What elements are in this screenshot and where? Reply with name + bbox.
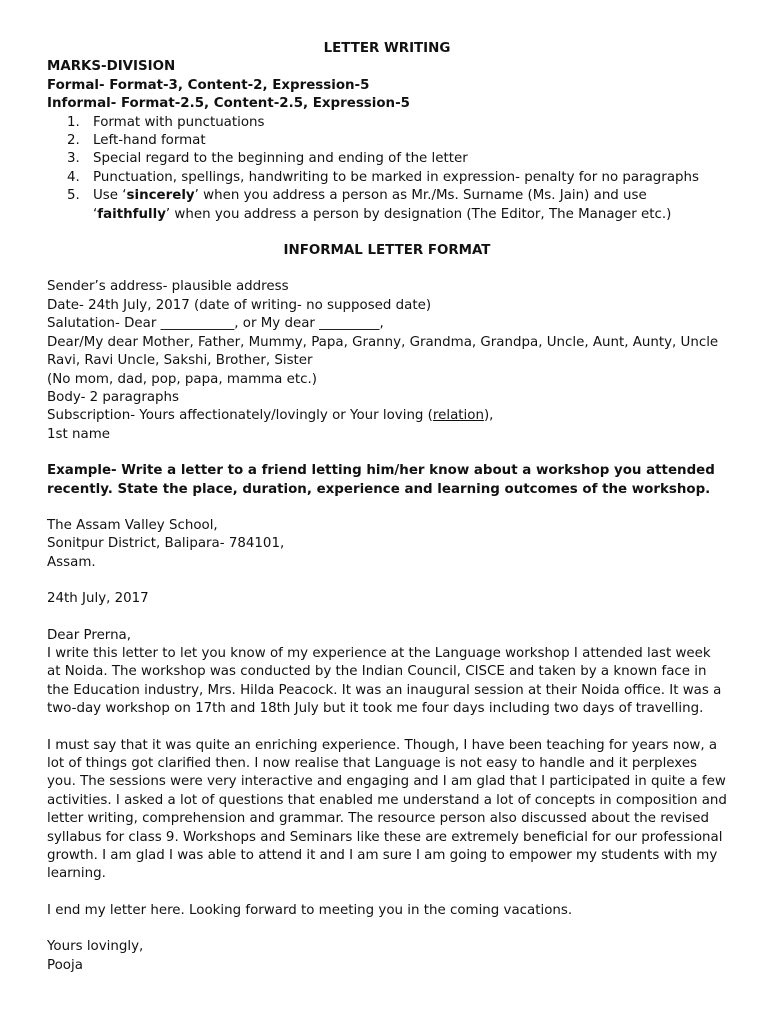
example-text: Write a letter to a friend letting him/her know about a workshop you attended recently. State the place, duration, experience and learning outcomes of the workshop. bbox=[47, 463, 715, 497]
address-line: The Assam Valley School, bbox=[47, 517, 218, 533]
address-line: Sonitpur District, Balipara- 784101, bbox=[47, 536, 285, 552]
list-text: Punctuation, spellings, handwriting to be marked in expression- penalty for no paragraphs bbox=[93, 169, 699, 185]
format-subscription bbox=[47, 407, 727, 425]
format-sender: Sender’s address- plausible address bbox=[47, 279, 289, 295]
list-number: 4. bbox=[67, 169, 80, 185]
points-list bbox=[47, 114, 727, 224]
letter-date: 24th July, 2017 bbox=[47, 591, 149, 607]
list-number: 5. bbox=[67, 188, 80, 204]
list-item bbox=[47, 187, 727, 224]
subscription-relation: relation bbox=[432, 408, 484, 424]
list-text: Left-hand format bbox=[93, 133, 206, 149]
marks-formal: Formal- Format-3, Content-2, Expression-5 bbox=[47, 77, 370, 93]
marks-informal: Informal- Format-2.5, Content-2.5, Expression-5 bbox=[47, 96, 410, 112]
list-text-part: Use ‘ bbox=[93, 188, 127, 204]
list-number: 2. bbox=[67, 133, 80, 149]
list-text bbox=[93, 187, 727, 224]
emphasis-faithfully: faithfully bbox=[97, 206, 166, 222]
list-item bbox=[47, 114, 727, 132]
subscription-text: Subscription- Yours affectionately/lovingly or Your loving ( bbox=[47, 408, 433, 424]
format-salutation: Salutation- Dear ___________, or My dear _________, bbox=[47, 316, 384, 332]
document-title: LETTER WRITING bbox=[323, 41, 451, 56]
list-item bbox=[47, 150, 727, 168]
emphasis-sincerely: sincerely bbox=[126, 188, 195, 204]
format-no-list: (No mom, dad, pop, papa, mamma etc.) bbox=[47, 371, 317, 387]
letter-paragraph: I end my letter here. Looking forward to meeting you in the coming vacations. bbox=[47, 902, 573, 918]
list-text: Special regard to the beginning and ending of the letter bbox=[93, 151, 468, 167]
list-number: 3. bbox=[67, 151, 80, 167]
list-item bbox=[47, 132, 727, 150]
list-text-part: ’ when you address a person by designation (The Editor, The Manager etc.) bbox=[165, 206, 672, 222]
address-line: Assam. bbox=[47, 554, 96, 570]
letter-closing: Yours lovingly, bbox=[47, 939, 144, 955]
format-name: 1st name bbox=[47, 426, 110, 442]
example-prompt bbox=[47, 462, 727, 499]
example-label: Example- bbox=[47, 463, 117, 479]
letter-paragraph: I must say that it was quite an enriching experience. Though, I have been teaching for years now, a lot of things got clarified then. I now realise that Language is not easy to handle and it perplexes you. The sessions were very interactive and engaging and I am glad that I participated in quite a few activities. I asked a lot of questions that enabled me understand a lot of concepts in composition and letter writing, comprehension and grammar. The resource person also discussed about the revised syllabus for class 9. Workshops and Seminars like these are extremely beneficial for our professional growth. I am glad I was able to attend it and I am sure I am going to empower my students with my learning. bbox=[47, 737, 727, 882]
format-date: Date- 24th July, 2017 (date of writing- no supposed date) bbox=[47, 297, 432, 313]
letter-paragraph: I write this letter to let you know of my experience at the Language workshop I attended last week at Noida. The workshop was conducted by the Indian Council, CISCE and taken by a known face in the Education industry, Mrs. Hilda Peacock. It was an inaugural session at their Noida office. It was a two-day workshop on 17th and 18th July but it took me four days including two days of travelling. bbox=[47, 645, 722, 717]
list-number: 1. bbox=[67, 114, 80, 130]
list-text-part: ’ when you address a person as Mr./Ms. Surname (Ms. Jain) and use ‘ bbox=[93, 188, 647, 222]
letter-signature: Pooja bbox=[47, 957, 83, 973]
list-text: Format with punctuations bbox=[93, 114, 265, 130]
letter-salutation: Dear Prerna, bbox=[47, 627, 132, 643]
section-heading: INFORMAL LETTER FORMAT bbox=[283, 243, 491, 259]
format-dear-list: Dear/My dear Mother, Father, Mummy, Papa, Granny, Grandma, Grandpa, Uncle, Aunt, Aunty, Uncle Ravi, Ravi Uncle, Sakshi, Brother, Sister bbox=[47, 334, 719, 369]
list-item bbox=[47, 169, 727, 187]
marks-heading: MARKS-DIVISION bbox=[47, 59, 176, 75]
format-body: Body- 2 paragraphs bbox=[47, 389, 180, 405]
document-page bbox=[47, 40, 727, 975]
subscription-text: ), bbox=[483, 408, 494, 424]
